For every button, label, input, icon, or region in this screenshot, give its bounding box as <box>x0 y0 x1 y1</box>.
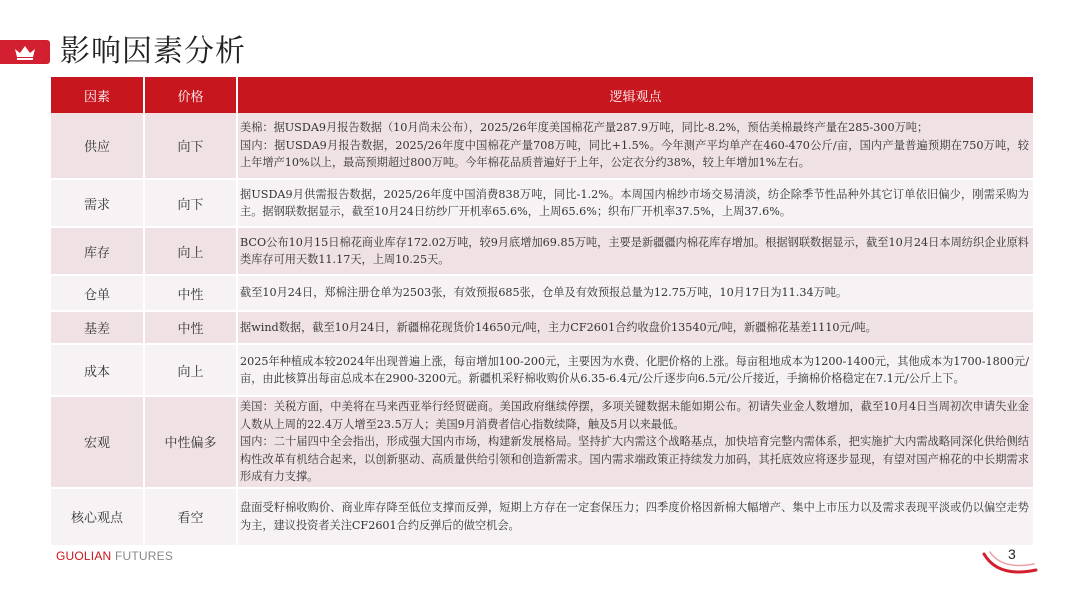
row-logic <box>237 113 1033 179</box>
table-row <box>51 227 1033 275</box>
table-header-row <box>51 77 1033 113</box>
logic-text: 美棉：据USDA9月报告数据（10月尚未公布），2025/26年度美国棉花产量287.9万吨，同比-8.2%，预估美棉最终产量在285-300万吨； <box>240 121 929 135</box>
table-row <box>51 113 1033 179</box>
logic-text: 2025年种植成本较2024年出现普遍上涨，每亩增加100-200元，主要因为水费、化肥价格的上涨。每亩租地成本为1200-1400元，其他成本为1700-1800元/亩，由此核算出每亩总成本在2900-3200元。新疆机采籽棉收购价从6.35-6.4元/公斤逐步向6.5元/公斤接近，手摘棉价格稳定在7.1元/公斤上下。 <box>240 354 1029 385</box>
row-factor: 成本 <box>51 344 144 396</box>
row-logic <box>237 396 1033 488</box>
row-factor: 仓单 <box>51 275 144 311</box>
row-factor: 基差 <box>51 311 144 344</box>
table-row <box>51 396 1033 488</box>
crown-icon <box>14 45 36 60</box>
row-price: 中性 <box>144 275 237 311</box>
row-logic <box>237 227 1033 275</box>
logic-text: 国内：据USDA9月报告数据，2025/26年度中国棉花产量708万吨，同比+1.5%。今年测产平均单产在460-470公斤/亩，国内产量普遍预期在750万吨，较上年增产10%以上，最高预期超过800万吨。今年棉花品质普遍好于上年，公定衣分约38%，较上年增加1%左右。 <box>240 138 1029 170</box>
crown-badge <box>0 40 50 64</box>
footer-brand <box>56 549 173 563</box>
brand-name: GUOLIAN <box>56 549 112 563</box>
logic-text: 美国：关税方面，中美将在马来西亚举行经贸磋商。美国政府继续停摆，多项关键数据未能如期公布。初请失业金人数增加，截至10月4日当周初次申请失业金人数从上周的22.4万人增至23.5万人；美国9月消费者信心指数续降，触及5月以来最低。 <box>240 400 1029 431</box>
row-price: 向下 <box>144 113 237 179</box>
row-price: 向上 <box>144 344 237 396</box>
row-price: 向上 <box>144 227 237 275</box>
logic-text: 截至10月24日，郑棉注册仓单为2503张，有效预报685张，仓单及有效预报总量为12.75万吨，10月17日为11.34万吨。 <box>240 286 848 300</box>
row-logic <box>237 179 1033 227</box>
header-factor: 因素 <box>51 77 144 113</box>
table-row <box>51 311 1033 344</box>
analysis-table <box>51 77 1033 547</box>
logic-text: 据USDA9月供需报告数据，2025/26年度中国消费838万吨，同比-1.2%。本周国内棉纱市场交易清淡，纺企除季节性品种外其它订单依旧偏少，刚需采购为主。据钢联数据显示，截至10月24日纺纱厂开机率65.6%，上周65.6%；织布厂开机率37.5%，上周37.6%。 <box>240 187 1029 218</box>
row-price: 中性偏多 <box>144 396 237 488</box>
page-number: 3 <box>1008 546 1016 562</box>
table-row <box>51 275 1033 311</box>
logic-text: 国内：二十届四中全会指出，形成强大国内市场，构建新发展格局。坚持扩大内需这个战略基点，加快培育完整内需体系，把实施扩大内需战略同深化供给侧结构性改革有机结合起来，以创新驱动、高质量供给引领和创造新需求。国内需求端政策正持续发力加码，其托底效应将逐步显现，有望对国产棉花的中长期需求形成有力支撑。 <box>240 435 1029 483</box>
logic-text: 盘面受籽棉收购价、商业库存降至低位支撑而反弹，短期上方存在一定套保压力；四季度价格因新棉大幅增产、集中上市压力以及需求表现平淡或仍以偏空走势为主，建议投资者关注CF2601合约反弹后的做空机会。 <box>240 501 1029 532</box>
row-price: 向下 <box>144 179 237 227</box>
row-logic <box>237 488 1033 546</box>
logic-text: 据wind数据，截至10月24日，新疆棉花现货价14650元/吨，主力CF2601合约收盘价13540元/吨，新疆棉花基差1110元/吨。 <box>240 320 877 334</box>
row-factor: 需求 <box>51 179 144 227</box>
slide-header <box>0 30 1080 74</box>
row-price: 中性 <box>144 311 237 344</box>
table-row <box>51 488 1033 546</box>
row-price: 看空 <box>144 488 237 546</box>
brand-suffix: FUTURES <box>114 549 174 563</box>
header-logic: 逻辑观点 <box>237 77 1033 113</box>
row-logic <box>237 275 1033 311</box>
row-factor: 核心观点 <box>51 488 144 546</box>
row-factor: 宏观 <box>51 396 144 488</box>
page-title: 影响因素分析 <box>60 34 246 69</box>
logic-text: BCO公布10月15日棉花商业库存172.02万吨，较9月底增加69.85万吨，主要是新疆疆内棉花库存增加。根据钢联数据显示，截至10月24日本周纺织企业原料类库存可用天数11.17天，上周10.25天。 <box>240 235 1029 266</box>
table-row <box>51 179 1033 227</box>
row-factor: 库存 <box>51 227 144 275</box>
table-row <box>51 344 1033 396</box>
row-logic <box>237 344 1033 396</box>
header-price: 价格 <box>144 77 237 113</box>
analysis-table-container <box>51 77 1033 547</box>
row-factor: 供应 <box>51 113 144 179</box>
row-logic <box>237 311 1033 344</box>
